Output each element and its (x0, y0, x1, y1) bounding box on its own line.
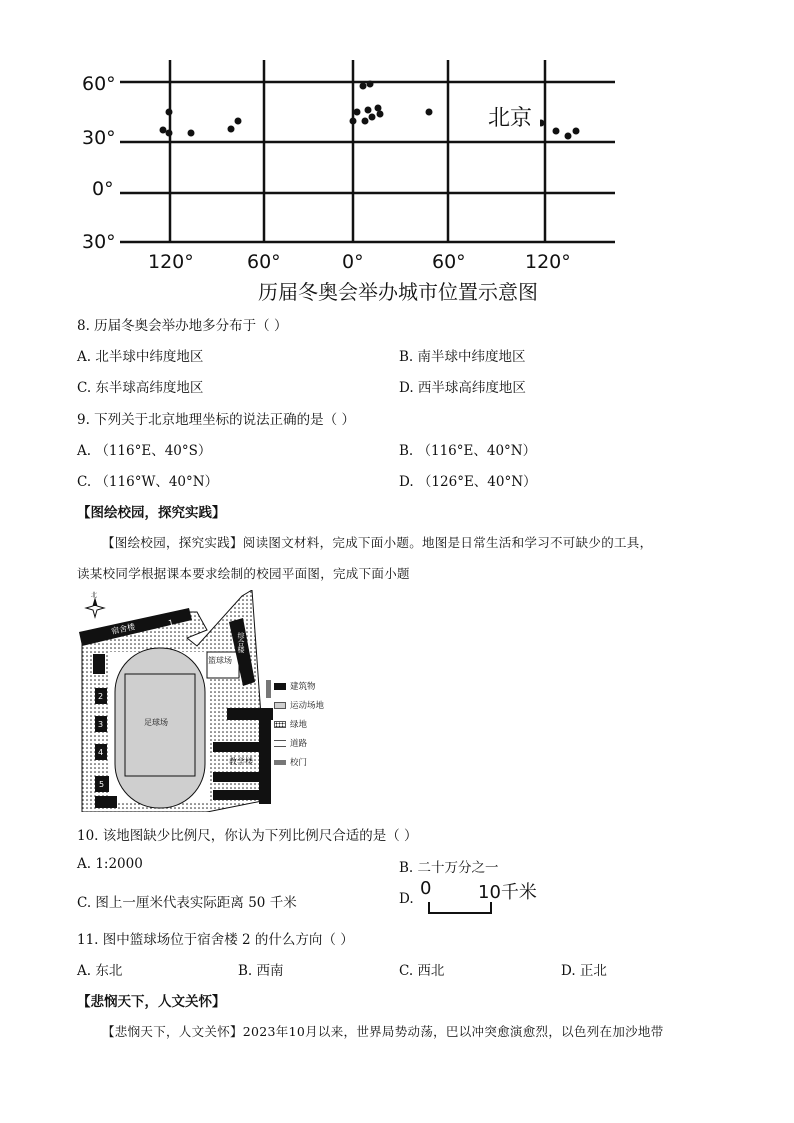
compass-icon (86, 591, 104, 617)
question-10-stem: 10. 该地图缺少比例尺，你认为下列比例尺合适的是（ ） (77, 828, 418, 844)
question-8-option-c[interactable]: C. 东半球高纬度地区 (77, 380, 204, 396)
legend-item-sports (274, 697, 344, 716)
question-10-option-a[interactable]: A. 1:2000 (77, 856, 143, 872)
host-city-dot (565, 133, 572, 140)
legend-item-green (274, 716, 344, 735)
question-9-option-a[interactable]: A. （116°E、40°S） (77, 443, 212, 459)
host-city-dot (362, 118, 369, 125)
lat-label: 60° (82, 73, 116, 95)
dorm-number: 1 (167, 618, 175, 628)
dorm-small-number: 2 (98, 692, 104, 701)
map-caption: 历届冬奥会举办城市位置示意图 (258, 280, 538, 304)
host-city-dot (166, 109, 173, 116)
scale-start-label: 0 (420, 878, 432, 899)
host-city-dot (166, 130, 173, 137)
host-city-dot (553, 128, 560, 135)
dorm-small-building (93, 654, 105, 674)
host-city-dot (426, 109, 433, 116)
lon-label: 0° (342, 251, 364, 273)
question-9-option-d[interactable]: D. （126°E、40°N） (399, 474, 537, 490)
scale-bar (420, 878, 550, 918)
lon-label: 60° (247, 251, 281, 273)
dorm-small-number: 3 (98, 720, 104, 729)
lat-label: 30° (82, 231, 116, 253)
legend-label: 道路 (290, 739, 308, 749)
host-city-dot (354, 109, 361, 116)
dorm-small-building (95, 796, 117, 808)
host-city-dot (375, 105, 382, 112)
question-9-option-c[interactable]: C. （116°W、40°N） (77, 474, 219, 490)
host-city-dot (367, 81, 374, 88)
host-city-dot (235, 118, 242, 125)
question-9-option-b[interactable]: B. （116°E、40°N） (399, 443, 537, 459)
school-gate (266, 680, 271, 698)
dorm-label: 宿舍楼 (110, 622, 136, 636)
section-heading-campus: 【图绘校园，探究实践】 (77, 505, 226, 521)
lat-label: 30° (82, 127, 116, 149)
host-city-dot (377, 111, 384, 118)
scale-end-label: 10千米 (478, 882, 537, 903)
dorm-small-number: 4 (98, 748, 104, 757)
question-10-option-c[interactable]: C. 图上一厘米代表实际距离 50 千米 (77, 895, 297, 911)
world-map-graphic (70, 60, 630, 310)
teaching-label: 教学楼 (229, 757, 253, 766)
campus-map-figure (77, 590, 347, 812)
question-10-option-d[interactable]: D. (399, 891, 414, 907)
basketball-label: 篮球场 (208, 656, 232, 665)
comprehensive-label: 综合楼 (237, 632, 245, 653)
lon-label: 120° (525, 251, 571, 273)
question-9-stem: 9. 下列关于北京地理坐标的说法正确的是（ ） (77, 412, 355, 428)
legend-label: 运动场地 (290, 701, 325, 711)
question-11-option-a[interactable]: A. 东北 (77, 963, 123, 979)
campus-legend (274, 678, 344, 773)
dorm-small-number: 5 (99, 780, 105, 789)
lat-label: 0° (92, 178, 114, 200)
section-paragraph: 【图绘校园，探究实践】阅读图文材料，完成下面小题。地图是日常生活和学习不可缺少的工具， (102, 535, 653, 550)
scale-line (428, 902, 492, 914)
host-city-dot (360, 83, 367, 90)
legend-item-building (274, 678, 344, 697)
section-paragraph: 读某校同学根据课本要求绘制的校园平面图，完成下面小题 (77, 566, 410, 581)
question-8-option-d[interactable]: D. 西半球高纬度地区 (399, 380, 526, 396)
question-10-option-b[interactable]: B. 二十万分之一 (399, 860, 499, 876)
football-label: 足球场 (144, 718, 168, 727)
beijing-label: 北京 (488, 106, 533, 131)
legend-label: 校门 (290, 758, 308, 768)
legend-label: 建筑物 (290, 682, 316, 692)
lon-label: 120° (148, 251, 194, 273)
question-11-option-d[interactable]: D. 正北 (561, 963, 607, 979)
question-8-option-b[interactable]: B. 南半球中纬度地区 (399, 349, 526, 365)
host-city-dot (365, 107, 372, 114)
host-city-dot (369, 114, 376, 121)
question-11-option-b[interactable]: B. 西南 (238, 963, 284, 979)
host-city-dot (228, 126, 235, 133)
compass-north-label: 北 (91, 592, 98, 599)
legend-item-road (274, 735, 344, 754)
question-11-option-c[interactable]: C. 西北 (399, 963, 445, 979)
question-11-stem: 11. 图中篮球场位于宿舍楼 2 的什么方向（ ） (77, 932, 354, 948)
question-8-stem: 8. 历届冬奥会举办地多分布于（ ） (77, 318, 288, 334)
question-8-option-a[interactable]: A. 北半球中纬度地区 (77, 349, 204, 365)
host-city-dot (160, 127, 167, 134)
world-map-figure (70, 60, 630, 310)
legend-item-gate (274, 754, 344, 773)
host-city-dot (188, 130, 195, 137)
section-paragraph: 【悲悯天下，人文关怀】2023年10月以来，世界局势动荡，巴以冲突愈演愈烈，以色列在加沙地带 (102, 1024, 664, 1039)
host-city-dot (573, 128, 580, 135)
section-heading-humanity: 【悲悯天下，人文关怀】 (77, 994, 226, 1010)
lon-label: 60° (432, 251, 466, 273)
legend-label: 绿地 (290, 720, 308, 730)
host-city-dot (350, 118, 357, 125)
